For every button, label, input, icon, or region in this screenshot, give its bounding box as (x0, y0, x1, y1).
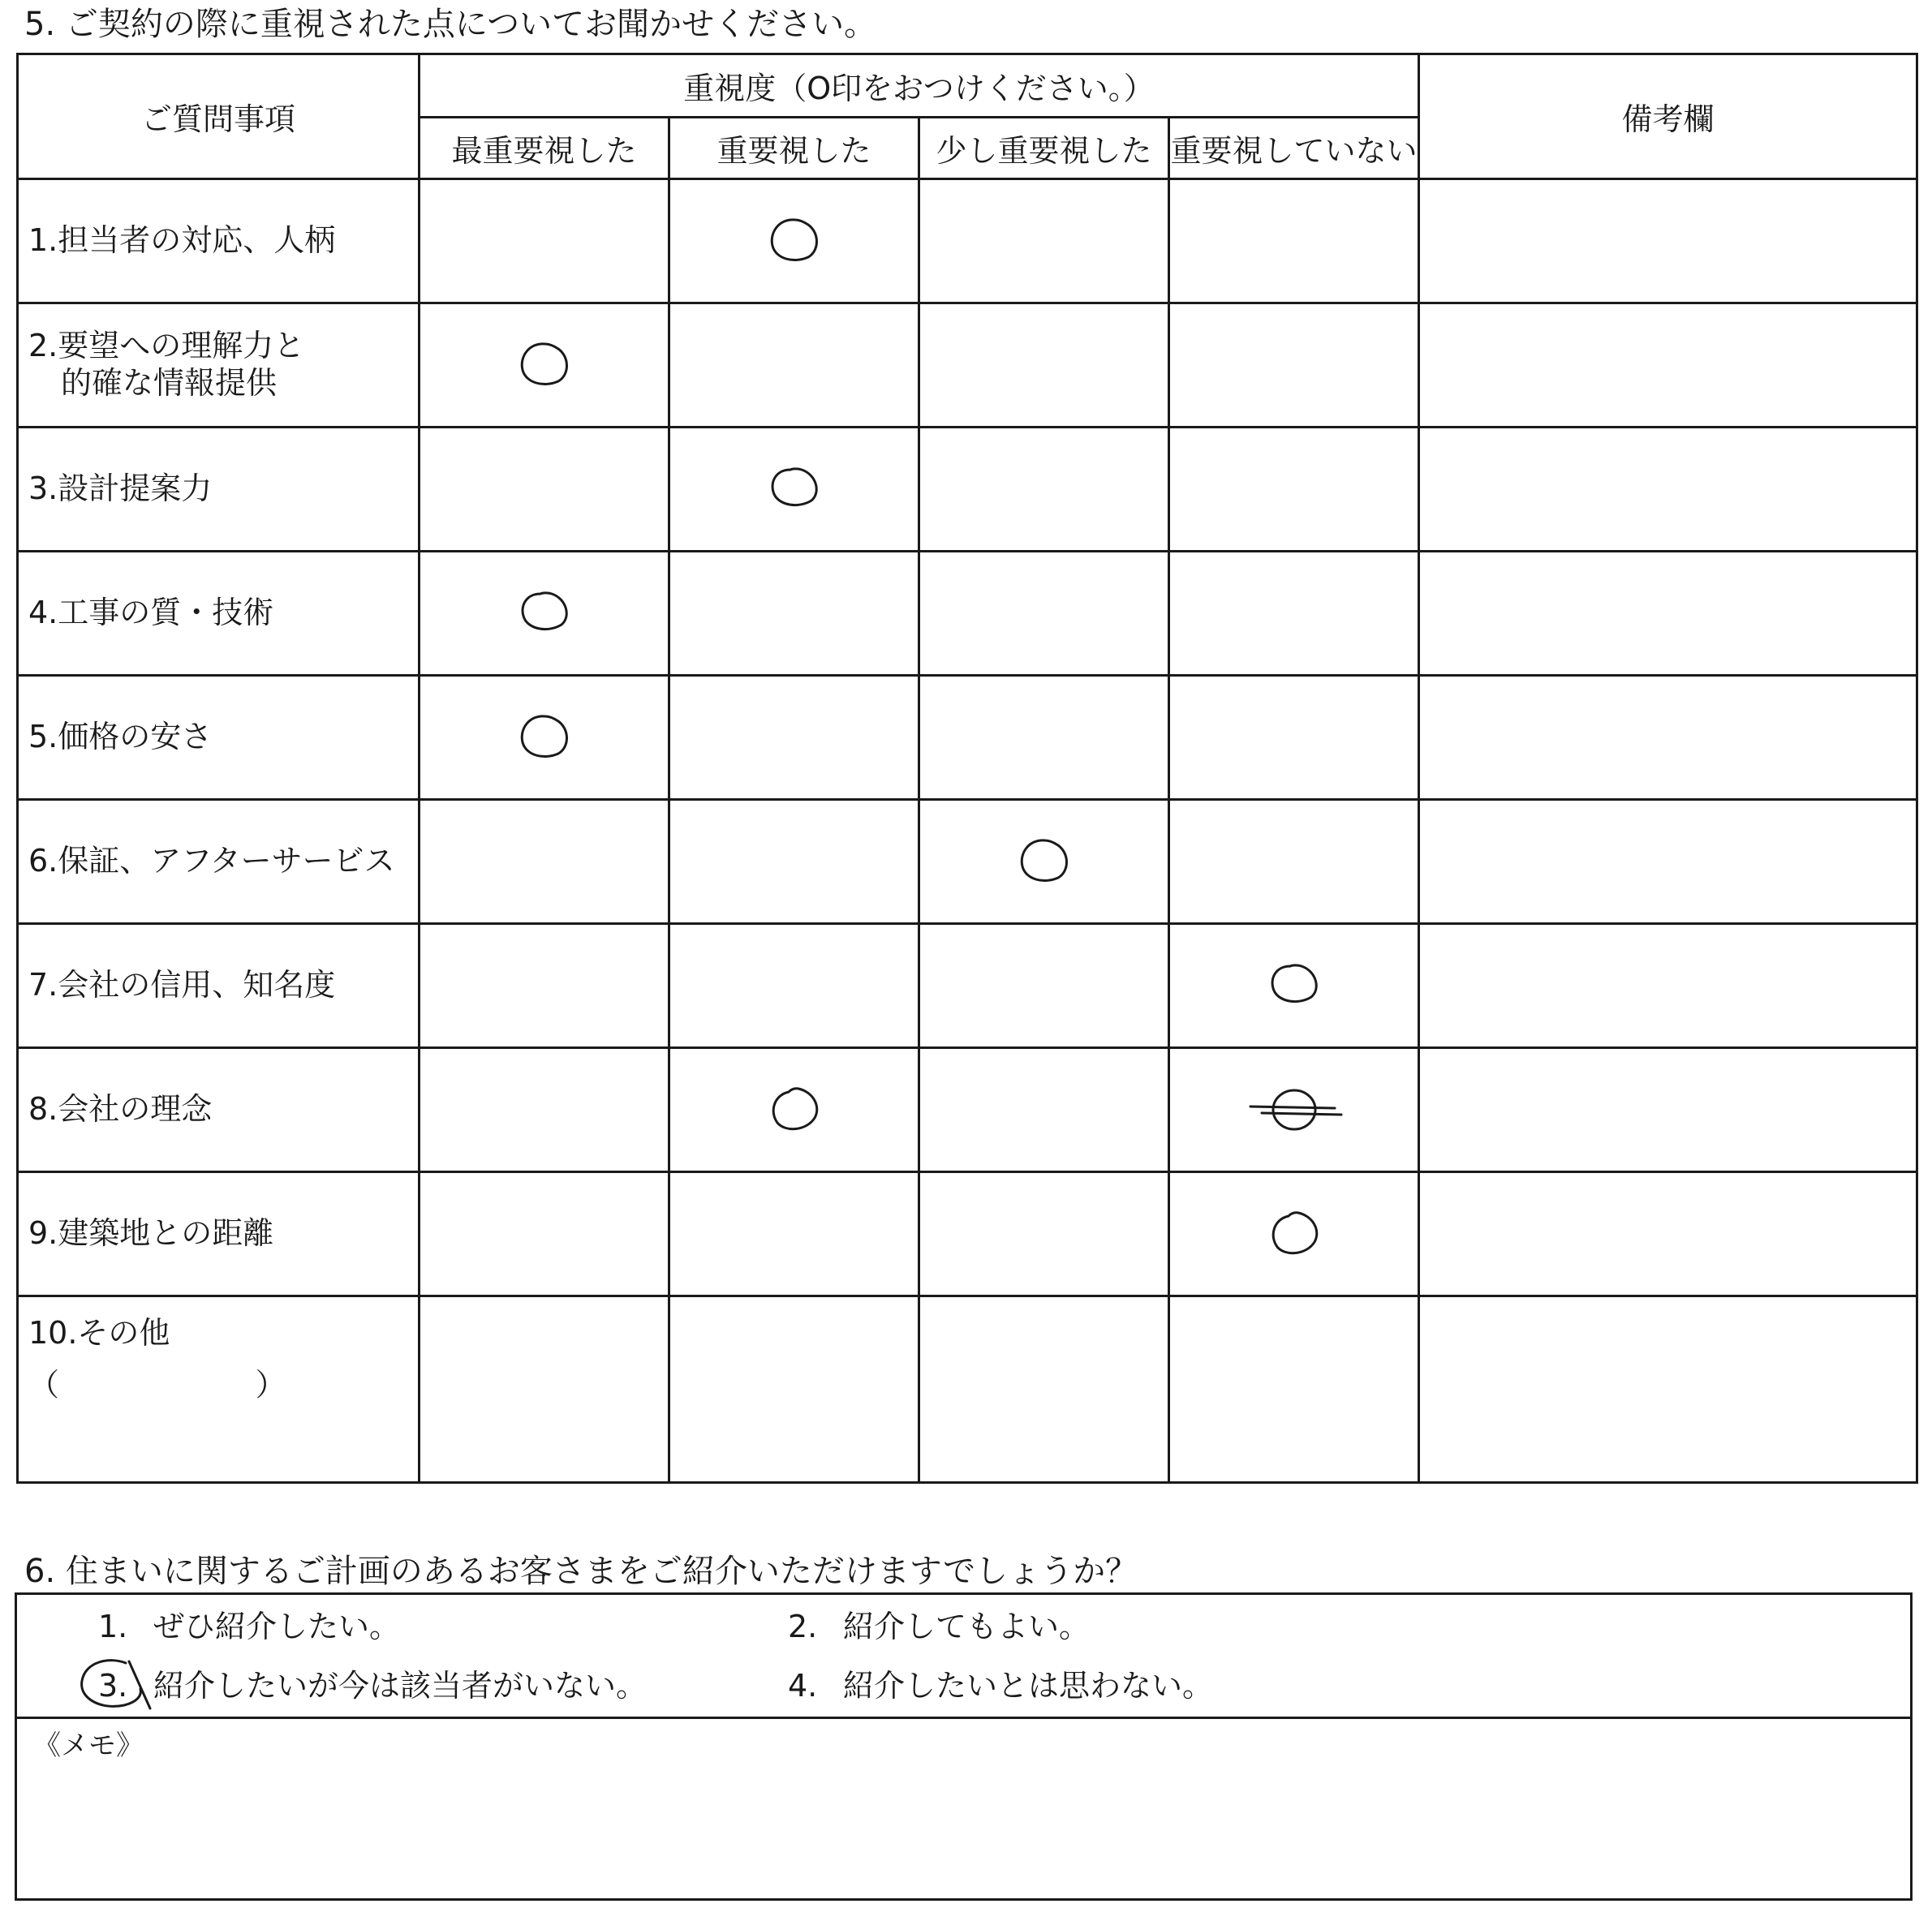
level-header-not: 重要視していない (1169, 118, 1419, 179)
rating-cell[interactable] (1169, 924, 1419, 1048)
rating-cell[interactable] (919, 428, 1169, 552)
referral-option-1[interactable] (98, 1611, 400, 1642)
rating-cell[interactable] (919, 303, 1169, 428)
notes-cell[interactable] (1419, 800, 1917, 924)
notes-column-header: 備考欄 (1419, 54, 1917, 179)
rating-cell[interactable] (420, 1172, 669, 1296)
rating-cell[interactable] (669, 552, 919, 676)
rating-cell[interactable] (420, 1048, 669, 1172)
notes-cell[interactable] (1419, 1296, 1917, 1483)
notes-cell[interactable] (1419, 428, 1917, 552)
section-5-title: 5. ご契約の際に重視された点についてお聞かせください。 (24, 6, 877, 43)
rating-cell[interactable] (420, 676, 669, 800)
rating-cell[interactable] (919, 552, 1169, 676)
notes-cell[interactable] (1419, 303, 1917, 428)
rating-cell[interactable] (919, 924, 1169, 1048)
question-label: 3.設計提案力 (28, 471, 213, 507)
rating-cell[interactable] (669, 1296, 919, 1483)
option-text: 紹介してもよい。 (843, 1609, 1091, 1644)
notes-cell[interactable] (1419, 179, 1917, 303)
question-label: 2.要望への理解力と (28, 328, 305, 364)
circle-mark-icon (516, 709, 573, 766)
question-item (18, 800, 420, 924)
question-label: 5.価格の安さ (28, 719, 213, 755)
rating-cell[interactable] (1169, 676, 1419, 800)
rating-cell[interactable] (1169, 428, 1419, 552)
option-number: 2. (788, 1609, 818, 1644)
option-text: ぜひ紹介したい。 (153, 1609, 401, 1644)
memo-label: 《メモ》 (33, 1730, 144, 1762)
question-label: 4.工事の質・技術 (28, 595, 274, 631)
question-label: 7.会社の信用、知名度 (28, 967, 336, 1003)
referral-option-2[interactable] (788, 1611, 1090, 1642)
rating-cell[interactable] (669, 1048, 919, 1172)
table-row (18, 1296, 1917, 1483)
table-row (18, 1048, 1917, 1172)
rating-cell[interactable] (919, 1172, 1169, 1296)
referral-option-3[interactable] (98, 1668, 648, 1704)
rating-cell[interactable] (669, 800, 919, 924)
question-item (18, 428, 420, 552)
section-6-title: 6. 住まいに関するご計画のあるお客さまをご紹介いただけますでしょうか？ (24, 1553, 1138, 1590)
question-item (18, 676, 420, 800)
table-row (18, 552, 1917, 676)
circle-mark-icon (1266, 957, 1323, 1014)
rating-cell[interactable] (1169, 552, 1419, 676)
question-item (18, 1048, 420, 1172)
level-header-most: 最重要視した (420, 118, 669, 179)
circle-mark-icon (766, 461, 823, 518)
rating-cell[interactable] (1169, 1296, 1419, 1483)
rating-cell[interactable] (919, 800, 1169, 924)
circle-mark-icon (766, 213, 823, 269)
option-number: 1. (98, 1609, 128, 1644)
question-label: 9.建築地との距離 (28, 1215, 274, 1252)
rating-cell[interactable] (1169, 179, 1419, 303)
notes-cell[interactable] (1419, 1048, 1917, 1172)
table-row (18, 924, 1917, 1048)
rating-cell[interactable] (669, 1172, 919, 1296)
question-item (18, 1296, 420, 1483)
other-specify-blank[interactable]: （ ） (28, 1366, 286, 1403)
rating-cell[interactable] (420, 924, 669, 1048)
circle-mark-icon (1266, 1205, 1323, 1262)
option-number: 4. (788, 1668, 818, 1704)
notes-cell[interactable] (1419, 1172, 1917, 1296)
question-label: 6.保証、アフターサービス (28, 843, 395, 879)
rating-cell[interactable] (669, 303, 919, 428)
notes-cell[interactable] (1419, 676, 1917, 800)
rating-cell[interactable] (919, 676, 1169, 800)
option-text: 紹介したいとは思わない。 (843, 1668, 1214, 1704)
rating-cell[interactable] (1169, 303, 1419, 428)
rating-cell[interactable] (669, 924, 919, 1048)
table-row (18, 303, 1917, 428)
importance-table (16, 53, 1918, 1484)
question-item (18, 1172, 420, 1296)
rating-cell[interactable] (420, 428, 669, 552)
rating-cell[interactable] (919, 1048, 1169, 1172)
referral-option-4[interactable] (788, 1668, 1214, 1704)
question-label: 10.その他 (28, 1315, 170, 1351)
question-label: 8.会社の理念 (28, 1091, 213, 1128)
option-number: 3. (98, 1668, 128, 1704)
question-label: 1.担当者の対応、人柄 (28, 222, 336, 259)
question-label-line2: 的確な情報提供 (61, 365, 278, 401)
table-row (18, 1172, 1917, 1296)
rating-cell[interactable] (919, 1296, 1169, 1483)
table-row (18, 676, 1917, 800)
circle-mark-icon (516, 585, 573, 642)
rating-cell[interactable] (669, 179, 919, 303)
question-item (18, 924, 420, 1048)
question-item (18, 303, 420, 428)
rating-cell[interactable] (420, 1296, 669, 1483)
table-row (18, 800, 1917, 924)
option-text: 紹介したいが今は該当者がいない。 (153, 1668, 648, 1704)
importance-group-header: 重視度（O印をおつけください。） (420, 54, 1419, 118)
notes-cell[interactable] (1419, 924, 1917, 1048)
rating-cell[interactable] (669, 428, 919, 552)
level-header-important: 重要視した (669, 118, 919, 179)
struck-circle-mark-icon (1246, 1081, 1343, 1138)
rating-cell[interactable] (420, 552, 669, 676)
circle-mark-icon (766, 1081, 823, 1138)
circle-mark-icon (1016, 833, 1073, 890)
question-item (18, 552, 420, 676)
item-column-header: ご質問事項 (18, 54, 420, 179)
rating-cell[interactable] (1169, 800, 1419, 924)
rating-cell[interactable] (420, 303, 669, 428)
rating-cell[interactable] (669, 676, 919, 800)
table-row (18, 428, 1917, 552)
rating-cell[interactable] (420, 179, 669, 303)
notes-cell[interactable] (1419, 552, 1917, 676)
table-row (18, 179, 1917, 303)
rating-cell[interactable] (919, 179, 1169, 303)
referral-box (15, 1592, 1913, 1901)
memo-divider (17, 1717, 1910, 1719)
rating-cell[interactable] (1169, 1172, 1419, 1296)
rating-cell[interactable] (1169, 1048, 1419, 1172)
level-header-somewhat: 少し重要視した (919, 118, 1169, 179)
circle-mark-icon (516, 337, 573, 393)
question-item (18, 179, 420, 303)
rating-cell[interactable] (420, 800, 669, 924)
selected-circle-mark-icon (77, 1657, 152, 1712)
